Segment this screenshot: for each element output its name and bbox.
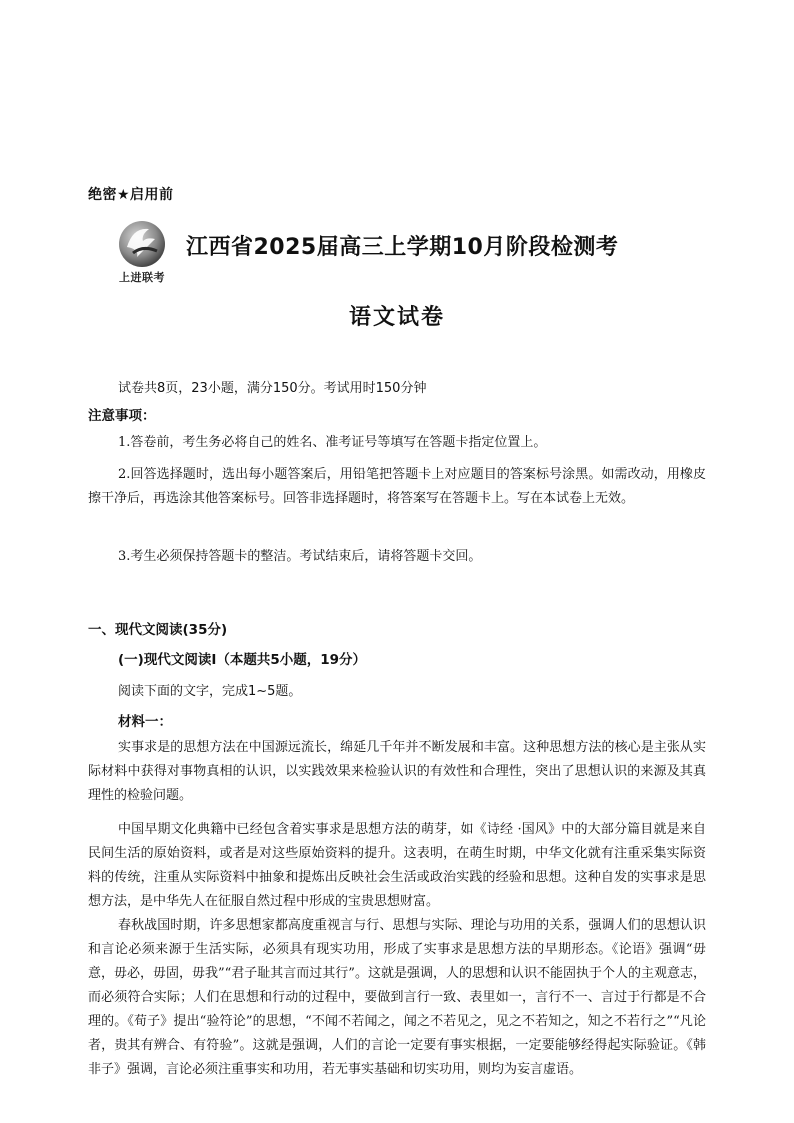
notice-item: 2.回答选择题时，选出每小题答案后，用铅笔把答题卡上对应题目的答案标号涂黑。如需改动，用橡皮擦干净后，再选涂其他答案标号。回答非选择题时，将答案写在答题卡上。写在本试卷上无效。 [88,467,706,506]
exam-title: 江西省2025届高三上学期10月阶段检测考 [186,235,619,260]
subsection-heading: (一)现代文阅读I（本题共5小题，19分） [118,652,367,668]
notice-item: 1.答卷前，考生务必将自己的姓名、准考证号等填写在答题卡指定位置上。 [118,435,547,450]
article-paragraph: 春秋战国时期，许多思想家都高度重视言与行、思想与实际、理论与功用的关系，强调人们的思想认识和言论必须来源于生活实际，必须具有现实功用，形成了实事求是思想方法的早期形态。《论语》强调“毋意，毋必，毋固，毋我”“君子耻其言而过其行”。这就是强调，人的思想和认识不能固执于个人的主观意志，而必须符合实际；人们在思想和行动的过程中，要做到言行一致、表里如一，言行不一、言过于行都是不合理的。《荀子》提出“验符论”的思想，“不闻不若闻之，闻之不若见之，见之不若知之，知之不若行之”“凡论者，贵其有辨合、有符验”。这就是强调，人们的言论一定要有事实根据，一定要能够经得起实际验证。《韩非子》强调，言论必须注重事实和功用，若无事实基础和切实功用，则均为妄言虚语。 [88,918,706,1077]
article-paragraph: 实事求是的思想方法在中国源远流长，绵延几千年并不断发展和丰富。这种思想方法的核心是主张从实际材料中获得对事物真相的认识，以实践效果来检验认识的有效性和合理性，突出了思想认识的来源及其真理性的检验问题。 [88,740,706,803]
notice-heading: 注意事项： [88,408,156,424]
exam-subtitle: 语文试卷 [348,305,445,330]
exam-logo [113,217,171,285]
reading-instruction: 阅读下面的文字，完成1~5题。 [118,684,302,699]
article-paragraph: 中国早期文化典籍中已经包含着实事求是思想方法的萌芽，如《诗经 ·国风》中的大部分篇目就是来自民间生活的原始资料，或者是对这些原始资料的提升。这表明，在萌生时期，中华文化就有注重采集实际资料的传统，注重从实际资料中抽象和提炼出反映社会生活或政治实践的经验和思想。这种自发的实事求是思想方法，是中华先人在征服自然过程中形成的宝贵思想财富。 [88,822,706,909]
exam-info: 试卷共8页，23小题，满分150分。考试用时150分钟 [118,381,427,396]
confidential-label: 绝密★启用前 [88,187,174,203]
material-label: 材料一： [118,714,172,730]
logo-text: 上进联考 [119,271,165,284]
section-heading: 一、现代文阅读(35分) [88,622,228,638]
logo-mark-icon [113,217,171,269]
notice-item: 3.考生必须保持答题卡的整洁。考试结束后，请将答题卡交回。 [118,549,482,564]
